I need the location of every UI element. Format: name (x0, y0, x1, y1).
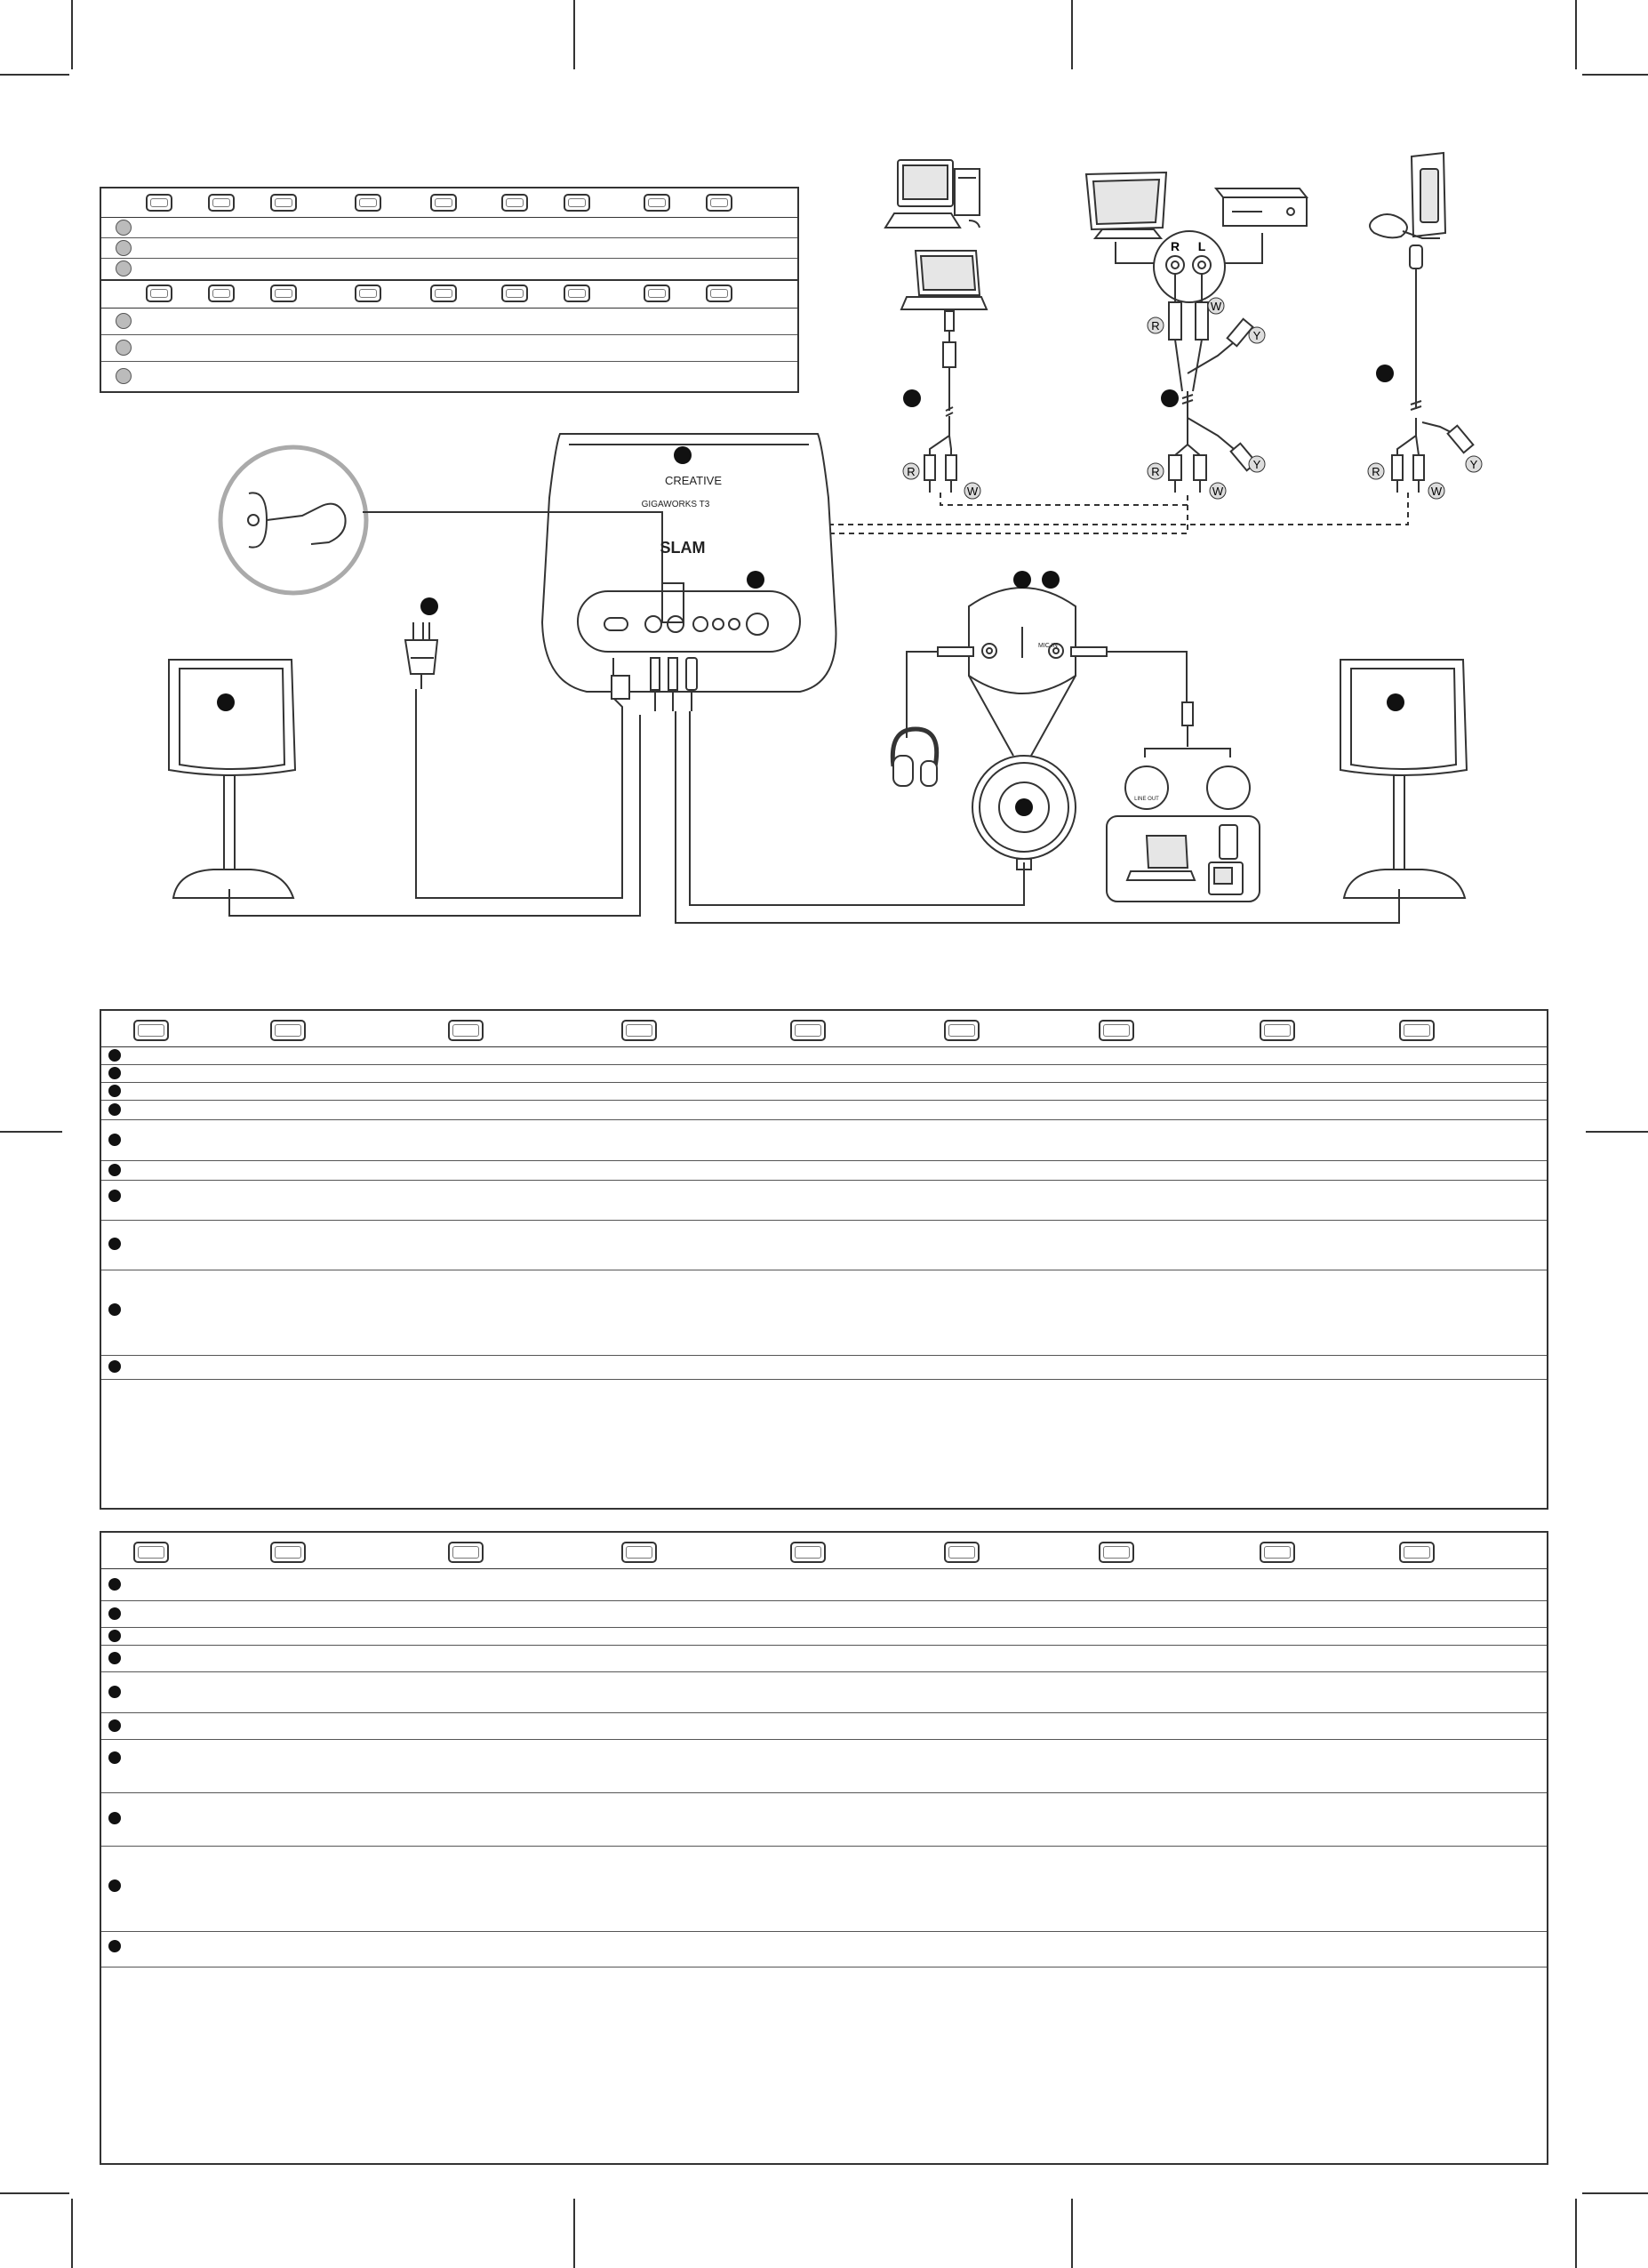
callout-marker-icon (108, 1303, 121, 1316)
laptop-icon (901, 251, 987, 309)
callout-marker-icon (108, 1360, 121, 1373)
left-satellite-speaker (169, 660, 640, 916)
language-flag-icon (133, 1542, 169, 1563)
svg-text:W: W (1210, 300, 1222, 313)
callout-marker-icon (108, 1686, 121, 1698)
table-row (101, 1064, 1547, 1083)
instructions-table-1 (100, 1009, 1548, 1510)
audio-cable-pc (924, 311, 956, 493)
callout-marker-icon (674, 446, 692, 464)
instructions-table-2 (100, 1531, 1548, 2165)
table-row (101, 1739, 1547, 1793)
svg-text:Y: Y (1469, 458, 1478, 471)
callout-marker-icon (108, 1190, 121, 1202)
table-row (101, 1270, 1547, 1356)
table-row (101, 1100, 1547, 1120)
headphone-out-jack (1207, 766, 1250, 809)
label-white (964, 483, 980, 499)
slam-logo: SLAM (660, 539, 706, 557)
control-pod-detail (969, 588, 1076, 756)
svg-text:Y: Y (1252, 458, 1261, 471)
table-row (101, 1645, 1547, 1672)
connection-diagram (0, 0, 1648, 960)
table-row (101, 1627, 1547, 1646)
table-row (101, 1355, 1547, 1380)
callout-marker-icon (903, 389, 921, 407)
label-yellow (1249, 327, 1265, 343)
power-cable (416, 689, 622, 898)
brand-logo: CREATIVE (664, 474, 723, 487)
callout-marker-icon (108, 1652, 121, 1664)
language-flag-icon (133, 1020, 169, 1041)
table-row (101, 1082, 1547, 1101)
callout-marker-icon (1376, 365, 1394, 382)
callout-marker-icon (108, 1164, 121, 1176)
callout-marker-icon (1387, 693, 1404, 711)
callout-marker-icon (108, 1751, 121, 1764)
headphones-icon (892, 647, 973, 786)
label-right (1368, 463, 1384, 479)
table-row (101, 1792, 1547, 1847)
language-flag-icon (1399, 1020, 1435, 1041)
callout-marker-icon (108, 1607, 121, 1620)
language-flag-icon (448, 1542, 484, 1563)
flag-header (101, 1533, 1547, 1569)
table-row (101, 1220, 1547, 1270)
label-right (903, 463, 919, 479)
rca-right-label: R (1170, 239, 1180, 253)
table-row (101, 1119, 1547, 1161)
av-source-bracket (1116, 242, 1156, 263)
label-yellow (1249, 456, 1265, 472)
label-right (1148, 317, 1164, 333)
callout-marker-icon (108, 1719, 121, 1732)
dvd-player-icon (1216, 188, 1307, 226)
table-row (101, 1846, 1547, 1932)
language-flag-icon (621, 1542, 657, 1563)
crop-mark (71, 2199, 73, 2268)
callout-marker-icon (1013, 571, 1031, 589)
language-flag-icon (270, 1542, 306, 1563)
language-flag-icon (790, 1020, 826, 1041)
table-row (101, 1046, 1547, 1065)
crop-mark (1586, 1131, 1648, 1133)
game-console-icon (1370, 153, 1445, 238)
callout-marker-icon (108, 1630, 121, 1642)
callout-marker-icon (108, 1085, 121, 1097)
portable-device-icons (1127, 825, 1243, 894)
rca-jack-panel (1154, 231, 1225, 302)
language-flag-icon (944, 1542, 980, 1563)
callout-marker-icon (108, 1812, 121, 1824)
svg-text:W: W (966, 485, 979, 498)
model-name: GIGAWORKS T3 (641, 500, 710, 509)
label-yellow (1466, 456, 1482, 472)
svg-text:R: R (1151, 319, 1160, 333)
table-row (101, 1160, 1547, 1181)
svg-text:R: R (1151, 465, 1160, 478)
crop-mark (573, 2199, 575, 2268)
callout-marker-icon (108, 1103, 121, 1116)
svg-text:Y: Y (1252, 329, 1261, 342)
language-flag-icon (270, 1020, 306, 1041)
callout-marker-icon (108, 1940, 121, 1952)
callout-marker-icon (217, 693, 235, 711)
rca-left-label: L (1197, 239, 1206, 253)
callout-marker-icon (108, 1049, 121, 1062)
mic-in-label: MIC IN (1038, 643, 1058, 649)
crop-mark (0, 1131, 62, 1133)
power-plug-icon (405, 622, 437, 689)
table-row (101, 1712, 1547, 1740)
crop-mark (0, 2192, 69, 2194)
language-flag-icon (1260, 1542, 1295, 1563)
language-flag-icon (1099, 1020, 1134, 1041)
language-flag-icon (1260, 1020, 1295, 1041)
line-out-label: LINE OUT (1134, 797, 1159, 802)
crop-mark (1575, 2199, 1577, 2268)
label-white (1208, 298, 1224, 314)
table-notes-area (101, 1967, 1547, 2163)
callout-marker-icon (1161, 389, 1179, 407)
callout-marker-icon (1015, 798, 1033, 816)
callout-marker-icon (108, 1067, 121, 1079)
callout-marker-icon (108, 1879, 121, 1892)
callout-marker-icon (108, 1578, 121, 1591)
language-flag-icon (944, 1020, 980, 1041)
callout-marker-icon (108, 1238, 121, 1250)
language-flag-icon (790, 1542, 826, 1563)
table-row (101, 1931, 1547, 1967)
table-notes-area (101, 1379, 1547, 1508)
crop-mark (1582, 2192, 1648, 2194)
svg-text:W: W (1212, 485, 1224, 498)
flag-header (101, 1011, 1547, 1047)
language-flag-icon (621, 1020, 657, 1041)
label-white (1210, 483, 1226, 499)
table-row (101, 1568, 1547, 1601)
svg-text:R: R (907, 465, 916, 478)
label-right (1148, 463, 1164, 479)
callout-marker-icon (747, 571, 764, 589)
av-cable-console (1392, 245, 1473, 493)
line-out-jack (1125, 766, 1168, 809)
table-row (101, 1671, 1547, 1713)
label-white (1428, 483, 1444, 499)
crop-mark (1071, 2199, 1073, 2268)
language-flag-icon (1099, 1542, 1134, 1563)
language-flag-icon (448, 1020, 484, 1041)
callout-marker-icon (420, 597, 438, 615)
callout-marker-icon (1042, 571, 1060, 589)
desktop-computer-icon (885, 160, 980, 228)
svg-text:R: R (1372, 465, 1380, 478)
svg-text:W: W (1430, 485, 1443, 498)
callout-marker-icon (108, 1134, 121, 1146)
language-flag-icon (1399, 1542, 1435, 1563)
table-row (101, 1600, 1547, 1628)
table-row (101, 1180, 1547, 1221)
television-icon (1086, 172, 1166, 238)
